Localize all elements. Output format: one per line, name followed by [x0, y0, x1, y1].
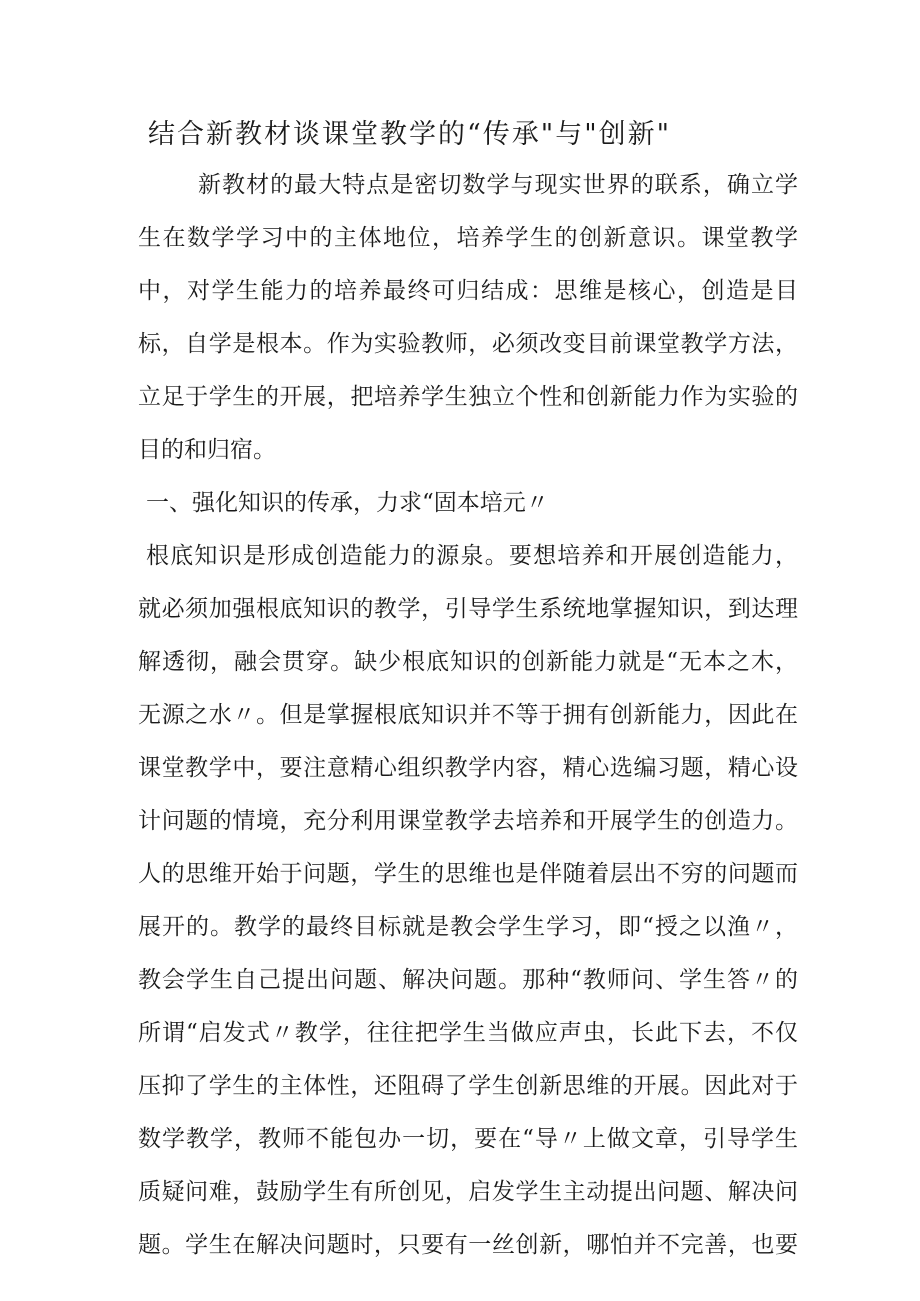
body-line: 展开的。教学的最终目标就是教会学生学习，即“授之以渔〃， [138, 914, 798, 940]
body-line: 所谓“启发式〃教学，往往把学生当做应声虫，长此下去，不仅 [138, 1020, 798, 1046]
intro-line: 中，对学生能力的培养最终可归结成：思维是核心，创造是目 [138, 278, 798, 304]
body-line: 就必须加强根底知识的教学，引导学生系统地掌握知识，到达理 [138, 596, 798, 622]
intro-line: 目的和归宿。 [138, 437, 276, 463]
intro-line: 新教材的最大特点是密切数学与现实世界的联系，确立学 [198, 172, 798, 198]
body-line: 课堂教学中，要注意精心组织教学内容，精心选编习题，精心设 [138, 755, 798, 781]
body-line: 解透彻，融会贯穿。缺少根底知识的创新能力就是“无本之木， [138, 649, 798, 675]
body-line: 人的思维开始于问题，学生的思维也是伴随着层出不穷的问题而 [138, 861, 798, 887]
body-line: 质疑问难，鼓励学生有所创见，启发学生主动提出问题、解决问 [138, 1179, 798, 1205]
body-line: 数学教学，教师不能包办一切，要在“导〃上做文章，引导学生 [138, 1126, 798, 1152]
body-line: 题。学生在解决问题时，只要有一丝创新，哪怕并不完善，也要 [138, 1232, 798, 1258]
document-title: 结合新教材谈课堂教学的“传承"与"创新" [148, 119, 672, 150]
body-line: 根底知识是形成创造能力的源泉。要想培养和开展创造能力， [146, 543, 798, 569]
section-heading: 一、强化知识的传承，力求“固本培元〃 [146, 490, 549, 516]
body-line: 教会学生自己提出问题、解决问题。那种“教师问、学生答〃的 [138, 967, 798, 993]
body-line: 压抑了学生的主体性，还阻碍了学生创新思维的开展。因此对于 [138, 1073, 798, 1099]
body-line: 无源之水〃。但是掌握根底知识并不等于拥有创新能力，因此在 [138, 702, 798, 728]
intro-line: 生在数学学习中的主体地位，培养学生的创新意识。课堂教学 [138, 225, 798, 251]
intro-line: 立足于学生的开展，把培养学生独立个性和创新能力作为实验的 [138, 384, 798, 410]
body-line: 计问题的情境，充分利用课堂教学去培养和开展学生的创造力。 [138, 808, 798, 834]
intro-line: 标，自学是根本。作为实验教师，必须改变目前课堂教学方法， [138, 331, 798, 357]
